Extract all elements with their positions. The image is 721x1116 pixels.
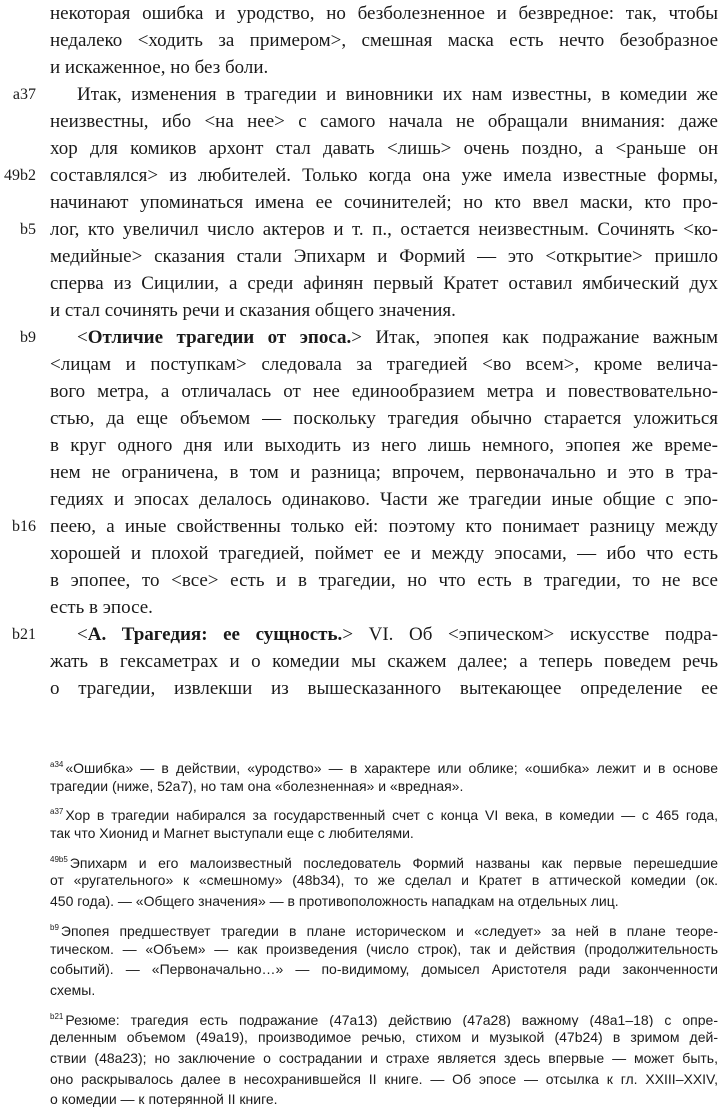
line-text: > VI. Об <эпическом> искусстве подра- (342, 624, 718, 645)
line-text: сперва из Сицилии, а среди афинян первый Кратет оставил ямбический дух (50, 273, 718, 294)
footnote-line (50, 870, 718, 891)
footnote-line (50, 755, 718, 776)
footnote-line (50, 918, 718, 939)
bracket: < (77, 624, 88, 645)
line-text: нем не ограничена, в том и разница; впрочем, первоначально и это в тра- (50, 462, 718, 483)
footnote-line (50, 1089, 718, 1110)
text-line (50, 540, 718, 567)
bracket: < (77, 327, 88, 348)
footnote-ref: a34 (50, 760, 64, 769)
footnote-ref: b9 (50, 922, 59, 932)
line-text: жать в гексаметрах и о комедии мы скажем далее; а теперь поведем речь (50, 651, 718, 672)
text-line (50, 621, 718, 648)
footnote-text: тическом. — «Объем» — как произведения (число строк), так и действия (продолжительность (50, 940, 718, 957)
line-text: в круг одного дня или выходить из него лишь немного, эпопея же време- (50, 435, 718, 456)
text-line (50, 567, 718, 594)
footnote (50, 850, 718, 912)
footnote-text: Эпихарм и его малоизвестный последователь Формий названы как первые перешедшие (69, 854, 718, 871)
margin-reference: b5 (20, 221, 36, 238)
footnote-line (50, 1048, 718, 1069)
footnote-text: трагедии (ниже, 52а7), но там она «болезненная» и «вредная». (50, 777, 464, 794)
footnote-ref: a37 (50, 807, 64, 817)
line-text: в эпопее, то <все> есть и в трагедии, но что есть в трагедии, то не все (50, 570, 718, 591)
footnote-line (50, 823, 718, 844)
footnote-line (50, 1069, 718, 1090)
line-text: недалеко <ходить за примером>, смешная маска есть нечто безобразное (50, 30, 718, 51)
text-line (50, 27, 718, 54)
text-line (50, 648, 718, 675)
text-line (50, 270, 718, 297)
footnote-text: деленным объемом (49a19), производимое речью, стихом и музыкой (47b24) в зримом дей- (50, 1029, 718, 1046)
text-line (50, 243, 718, 270)
line-text: > Итак, эпопея как подражание важным (351, 327, 718, 348)
footnote-text: Эпопея предшествует трагедии в плане историческом и «следует» за ней в плане теоре- (60, 922, 718, 939)
footnote (50, 802, 718, 843)
margin-reference: a37 (12, 86, 36, 103)
footnote (50, 1007, 718, 1110)
section-heading: Отличие трагедии от эпоса. (87, 327, 352, 348)
text-line (50, 108, 718, 135)
text-line (50, 81, 718, 108)
line-text: пеею, а иные свойственны только ей: поэтому кто понимает разницу между (50, 516, 718, 537)
text-line (50, 675, 718, 702)
footnote-text: оно раскрывалось далее в несохранившейся II книге. — Об эпосе — отсылка к гл. XXIII–XXIV, (50, 1070, 718, 1087)
text-line (50, 378, 718, 405)
line-text: стью, да еще объемом — поскольку трагедия обычно старается уложиться (50, 408, 718, 429)
footnote-line (50, 1007, 718, 1028)
line-text: начинают упоминаться имена ее сочинителей; но кто ввел маски, кто про- (50, 192, 718, 213)
footnote-line (50, 776, 718, 797)
line-text: медийные> сказания стали Эпихарм и Формий — это <открытие> пришло (50, 246, 718, 267)
main-text (4, 0, 718, 702)
text-line (50, 216, 718, 243)
footnote (50, 918, 718, 1001)
text-line (50, 0, 718, 27)
text-line (50, 189, 718, 216)
line-text: и стал сочинять речи и сказания общего значения. (50, 300, 456, 321)
line-text: <лицам и поступкам> следовала за трагедией <во всем>, кроме велича- (50, 354, 718, 375)
text-line (50, 135, 718, 162)
text-line (50, 324, 718, 351)
line-text: гедиях и эпосах делалось одинаково. Части же трагедии иные общие с эпо- (50, 489, 718, 510)
line-text: неизвестны, ибо <на нее> с самого начала не обращали внимания: даже (50, 111, 718, 132)
text-line (50, 432, 718, 459)
footnotes (50, 755, 718, 1116)
line-text: хорошей и плохой трагедией, поймет ее и между эпосами, — ибо что есть (50, 543, 718, 564)
footnote-text: ствии (48a23); но заключение о сострадании и страхе является здесь впервые — может быть, (50, 1049, 718, 1066)
margin-reference: b16 (12, 518, 36, 535)
footnote-line (50, 802, 718, 823)
footnote-text: о комедии — к потерянной II книге. (50, 1091, 278, 1108)
text-line (50, 405, 718, 432)
line-text: и искаженное, но без боли. (50, 57, 269, 78)
text-line (50, 594, 718, 621)
footnote-text: «Ошибка» — в действии, «уродство» — в характере или облике; «ошибка» лежит и в основе (65, 760, 718, 776)
footnote-line (50, 891, 718, 912)
footnote-text: Резюме: трагедия есть подражание (47a13) действию (47a28) важному (48a1–18) с опре- (65, 1011, 718, 1028)
footnote-text: так что Хионид и Магнет выступали еще с любителями. (50, 825, 414, 842)
line-text: Итак, изменения в трагедии и виновники их нам известны, в комедии же (77, 84, 718, 105)
footnote-text: Хор в трагедии набирался за государственный счет с конца VI века, в комедии — с 465 года, (65, 807, 718, 824)
text-line (50, 459, 718, 486)
footnote-ref: b21 (50, 1011, 64, 1021)
margin-reference: b9 (20, 329, 36, 346)
footnote-ref: 49b5 (50, 854, 68, 864)
text-line (50, 513, 718, 540)
text-line (50, 486, 718, 513)
line-text: некоторая ошибка и уродство, но безболезненное и безвредное: так, чтобы (50, 3, 718, 24)
line-text: есть в эпосе. (50, 597, 153, 618)
footnote (50, 755, 718, 796)
line-text: вого метра, а отличалась от нее единообразием метра и повествовательно- (50, 381, 718, 402)
text-line (50, 54, 718, 81)
footnote-line (50, 939, 718, 960)
footnote-line (50, 959, 718, 980)
line-text: хор для комиков архонт стал давать <лишь> очень поздно, а <раньше он (50, 138, 718, 159)
footnote-line (50, 1027, 718, 1048)
section-heading: А. Трагедия: ее сущность. (87, 624, 343, 645)
text-line (50, 162, 718, 189)
margin-reference: b21 (12, 626, 36, 643)
footnote-text: от «ругательного» к «смешному» (48b34), то же сделал и Кратет в аттической комедии (ок. (50, 872, 718, 889)
text-line (50, 351, 718, 378)
footnote-text: 450 года). — «Общего значения» — в противоположность нападкам на отдельных лиц. (50, 893, 619, 910)
line-text: о трагедии, извлекши из вышесказанного вытекающее определение ее (50, 678, 718, 699)
footnote-line (50, 980, 718, 1001)
footnote-text: схемы. (50, 981, 96, 998)
footnote-line (50, 850, 718, 871)
line-text: лог, кто увеличил число актеров и т. п., остается неизвестным. Сочинять <ко- (50, 219, 718, 240)
text-line (50, 297, 718, 324)
footnote-text: событий). — «Первоначально…» — по-видимому, домысел Аристотеля ради законченности (50, 961, 718, 978)
margin-reference: 49b2 (4, 167, 36, 184)
line-text: составлялся> из любителей. Только когда она уже имела известные формы, (50, 165, 718, 186)
